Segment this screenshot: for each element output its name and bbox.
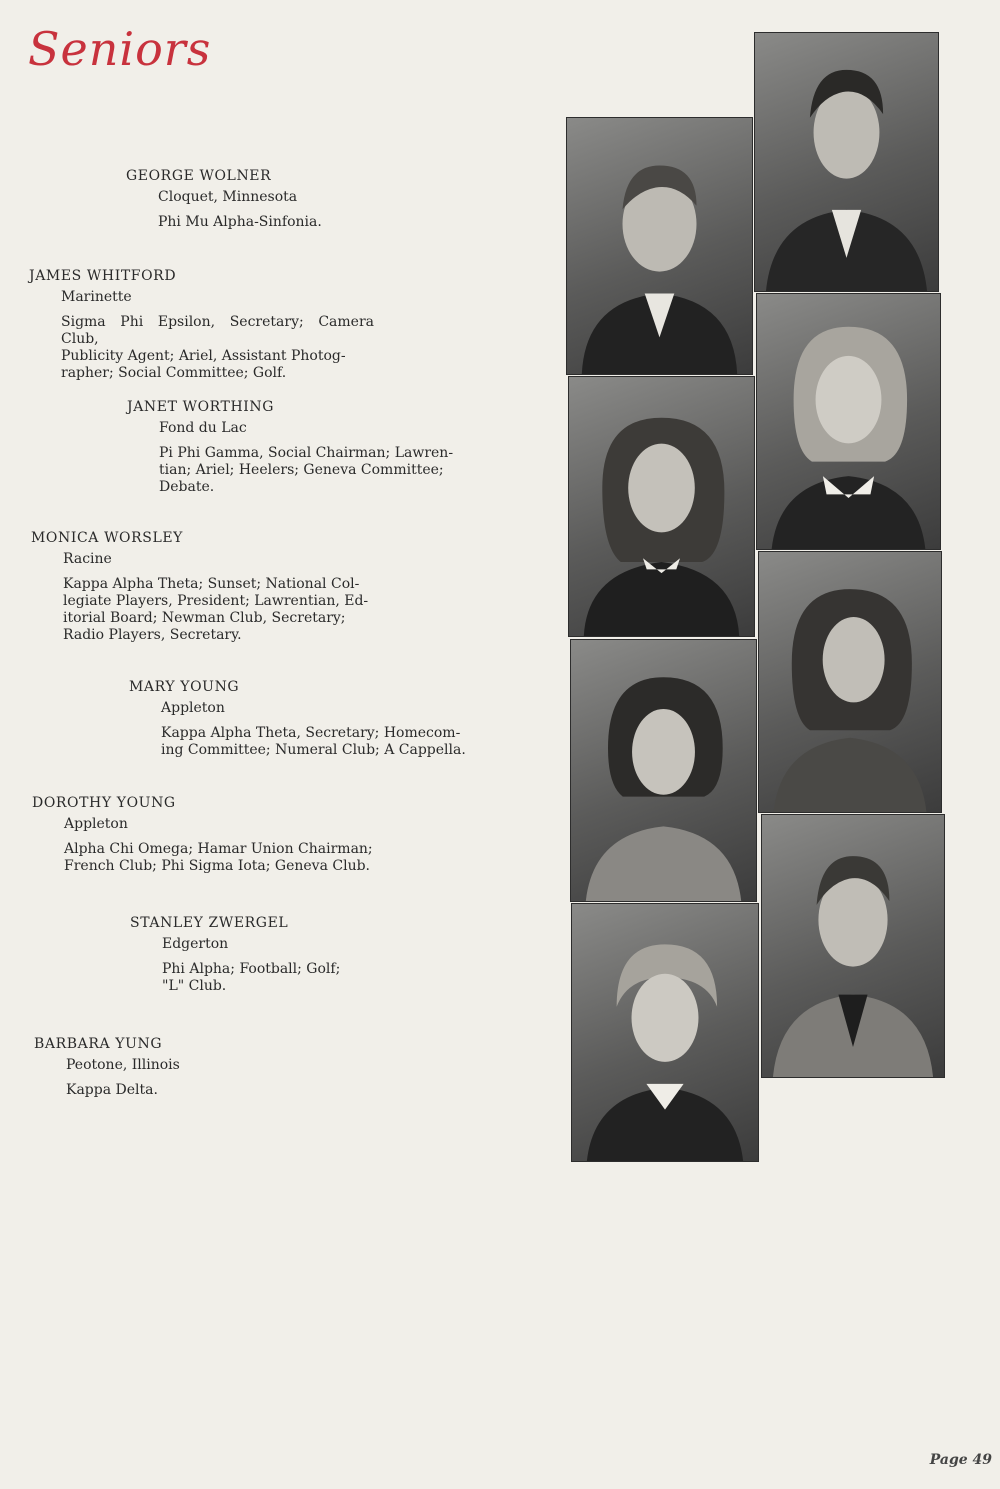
entry-dorothy-young xyxy=(32,795,382,875)
activity-line: legiate Players, President; Lawrentian, Ed- xyxy=(63,593,369,609)
entry-town: Peotone, Illinois xyxy=(66,1057,180,1073)
activity-line: ing Committee; Numeral Club; A Cappella. xyxy=(161,742,466,758)
person-silhouette-icon xyxy=(757,294,940,549)
portrait-barbara-yung xyxy=(571,903,759,1162)
activity-line: Phi Mu Alpha-Sinfonia. xyxy=(158,214,322,230)
activity-line: itorial Board; Newman Club, Secretary; xyxy=(63,610,346,626)
person-silhouette-icon xyxy=(569,377,754,636)
entry-name: MONICA WORSLEY xyxy=(31,530,184,546)
entry-name: BARBARA YUNG xyxy=(34,1036,163,1052)
entry-name: JAMES WHITFORD xyxy=(29,268,177,284)
person-silhouette-icon xyxy=(567,118,752,374)
portrait-stanley-zwergel xyxy=(761,814,945,1078)
portrait-janet-worthing xyxy=(568,376,755,637)
person-silhouette-icon xyxy=(571,640,756,901)
activity-line: tian; Ariel; Heelers; Geneva Committee; xyxy=(159,462,444,478)
entry-mary-young xyxy=(129,679,481,759)
activity-line: Kappa Delta. xyxy=(66,1082,158,1098)
person-silhouette-icon xyxy=(755,33,938,291)
entry-activities xyxy=(158,214,466,231)
entry-activities xyxy=(63,576,381,644)
entry-name: GEORGE WOLNER xyxy=(126,168,272,184)
entry-activities xyxy=(66,1082,334,1099)
portrait-james-whitford xyxy=(754,32,939,292)
entry-activities xyxy=(61,314,374,382)
activity-line: Sigma Phi Epsilon, Secretary; Camera Club, xyxy=(61,314,374,347)
entry-george-wolner xyxy=(126,168,466,231)
activity-line: Debate. xyxy=(159,479,215,495)
activity-line: Kappa Alpha Theta, Secretary; Homecom- xyxy=(161,725,461,741)
portrait-george-wolner xyxy=(566,117,753,375)
entry-name: JANET WORTHING xyxy=(127,399,275,415)
activity-line: rapher; Social Committee; Golf. xyxy=(61,365,287,381)
activity-line: Publicity Agent; Ariel, Assistant Photog- xyxy=(61,348,346,364)
portrait-dorothy-young xyxy=(758,551,942,813)
portrait-mary-young xyxy=(570,639,757,902)
entry-town: Racine xyxy=(63,551,112,567)
entry-janet-worthing xyxy=(127,399,477,496)
entry-barbara-yung xyxy=(34,1036,334,1099)
entry-town: Appleton xyxy=(64,816,128,832)
entry-town: Edgerton xyxy=(162,936,229,952)
entry-town: Cloquet, Minnesota xyxy=(158,189,298,205)
entry-james-whitford xyxy=(29,268,374,382)
activity-line: "L" Club. xyxy=(162,978,227,994)
person-silhouette-icon xyxy=(762,815,944,1077)
activity-line: Phi Alpha; Football; Golf; xyxy=(162,961,341,977)
entry-stanley-zwergel xyxy=(130,915,380,995)
entry-name: MARY YOUNG xyxy=(129,679,240,695)
portrait-monica-worsley-top xyxy=(756,293,941,550)
page-heading: Seniors xyxy=(28,22,212,76)
entry-name: DOROTHY YOUNG xyxy=(32,795,176,811)
person-silhouette-icon xyxy=(759,552,941,812)
activity-line: Alpha Chi Omega; Hamar Union Chairman; xyxy=(64,841,373,857)
activity-line: Kappa Alpha Theta; Sunset; National Col- xyxy=(63,576,360,592)
entry-town: Fond du Lac xyxy=(159,420,247,436)
activity-line: Pi Phi Gamma, Social Chairman; Lawren- xyxy=(159,445,454,461)
person-silhouette-icon xyxy=(572,904,758,1161)
entry-activities xyxy=(159,445,477,496)
entry-activities xyxy=(64,841,382,875)
page-number: Page 49 xyxy=(929,1452,992,1468)
entry-name: STANLEY ZWERGEL xyxy=(130,915,289,931)
entry-town: Marinette xyxy=(61,289,132,305)
activity-line: Radio Players, Secretary. xyxy=(63,627,242,643)
entry-town: Appleton xyxy=(161,700,225,716)
activity-line: French Club; Phi Sigma Iota; Geneva Club. xyxy=(64,858,371,874)
entry-activities xyxy=(162,961,380,995)
entry-activities xyxy=(161,725,481,759)
entry-monica-worsley xyxy=(31,530,381,644)
